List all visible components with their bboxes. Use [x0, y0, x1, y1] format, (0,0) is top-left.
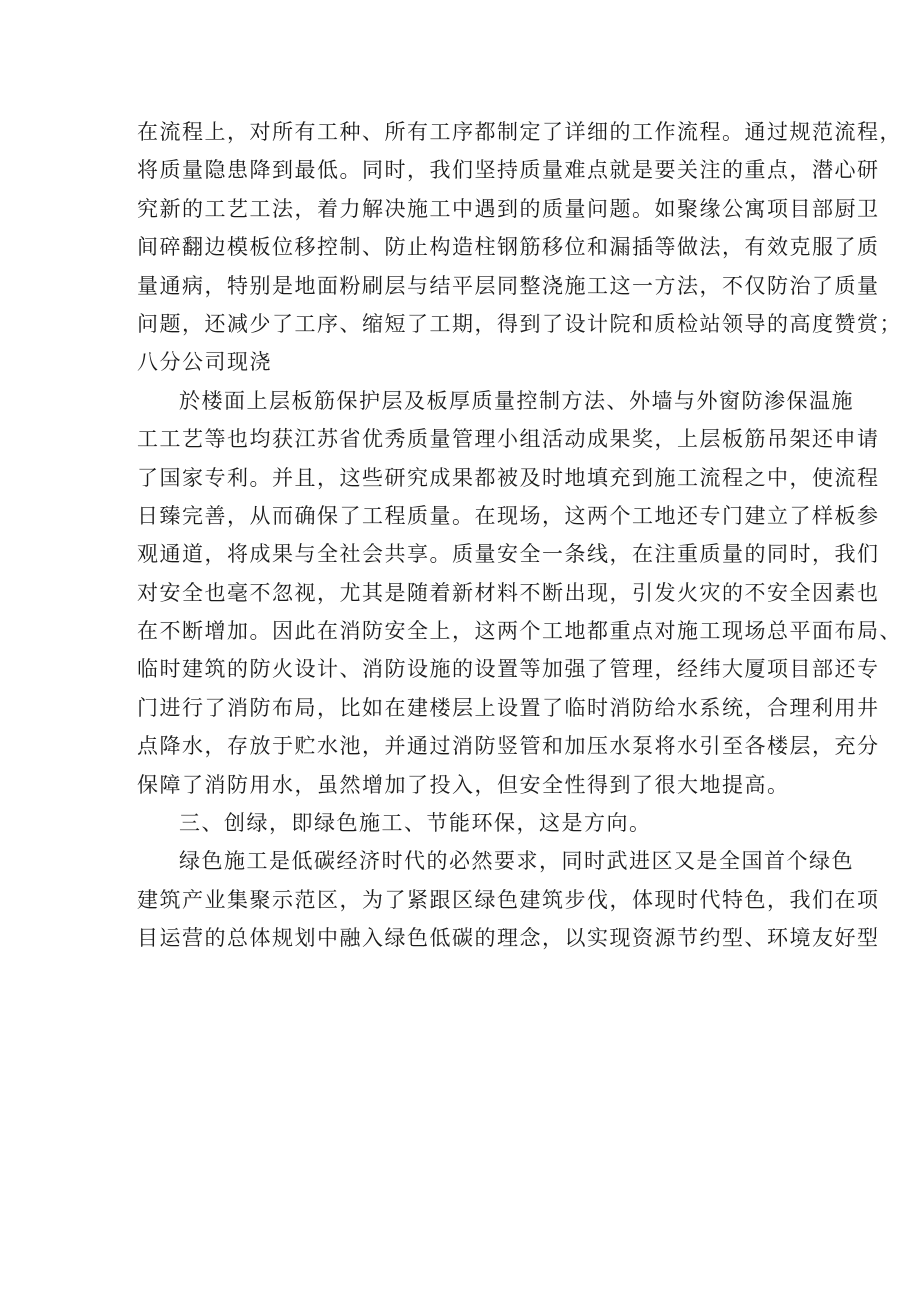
text-line: 日臻完善，从而确保了工程质量。在现场，这两个工地还专门建立了样板参 [137, 503, 880, 528]
text-line: 工工艺等也均获江苏省优秀质量管理小组活动成果奖，上层板筋吊架还申请 [137, 427, 880, 452]
text-line: 绿色施工是低碳经济时代的必然要求，同时武进区又是全国首个绿色 [179, 849, 854, 874]
text-line: 了国家专利。并且，这些研究成果都被及时地填充到施工流程之中，使流程 [137, 465, 880, 490]
text-line: 观通道，将成果与全社会共享。质量安全一条线，在注重质量的同时，我们 [137, 542, 880, 567]
text-line: 於楼面上层板筋保护层及板厚质量控制方法、外墙与外窗防渗保温施 [179, 388, 854, 413]
text-line: 门进行了消防布局，比如在建楼层上设置了临时消防给水系统，合理利用井 [137, 695, 880, 720]
text-line: 将质量隐患降到最低。同时，我们坚持质量难点就是要关注的重点，潜心研 [137, 158, 880, 183]
text-line: 临时建筑的防火设计、消防设施的设置等加强了管理，经纬大厦项目部还专 [137, 657, 880, 682]
text-line: 在不断增加。因此在消防安全上，这两个工地都重点对施工现场总平面布局、 [137, 619, 902, 644]
document-body [137, 113, 902, 958]
text-line: 究新的工艺工法，着力解决施工中遇到的质量问题。如聚缘公寓项目部厨卫 [137, 196, 880, 221]
text-line: 目运营的总体规划中融入绿色低碳的理念，以实现资源节约型、环境友好型 [137, 926, 880, 951]
text-line: 间碎翻边模板位移控制、防止构造柱钢筋移位和漏插等做法，有效克服了质 [137, 235, 880, 260]
text-line: 保障了消防用水，虽然增加了投入，但安全性得到了很大地提高。 [137, 772, 790, 797]
section-heading: 三、创绿，即绿色施工、节能环保，这是方向。 [179, 811, 652, 836]
text-line: 对安全也毫不忽视，尤其是随着新材料不断出现，引发火灾的不安全因素也 [137, 580, 880, 605]
text-line: 问题，还减少了工序、缩短了工期，得到了设计院和质检站领导的高度赞赏； [137, 311, 902, 336]
text-line: 点降水，存放于贮水池，并通过消防竖管和加压水泵将水引至各楼层，充分 [137, 734, 880, 759]
text-line: 量通病，特别是地面粉刷层与结平层同整浇施工这一方法，不仅防治了质量 [137, 273, 880, 298]
text-line: 建筑产业集聚示范区，为了紧跟区绿色建筑步伐，体现时代特色，我们在项 [137, 887, 880, 912]
text-line: 八分公司现浇 [137, 350, 272, 375]
text-line: 在流程上，对所有工种、所有工序都制定了详细的工作流程。通过规范流程， [137, 120, 902, 144]
